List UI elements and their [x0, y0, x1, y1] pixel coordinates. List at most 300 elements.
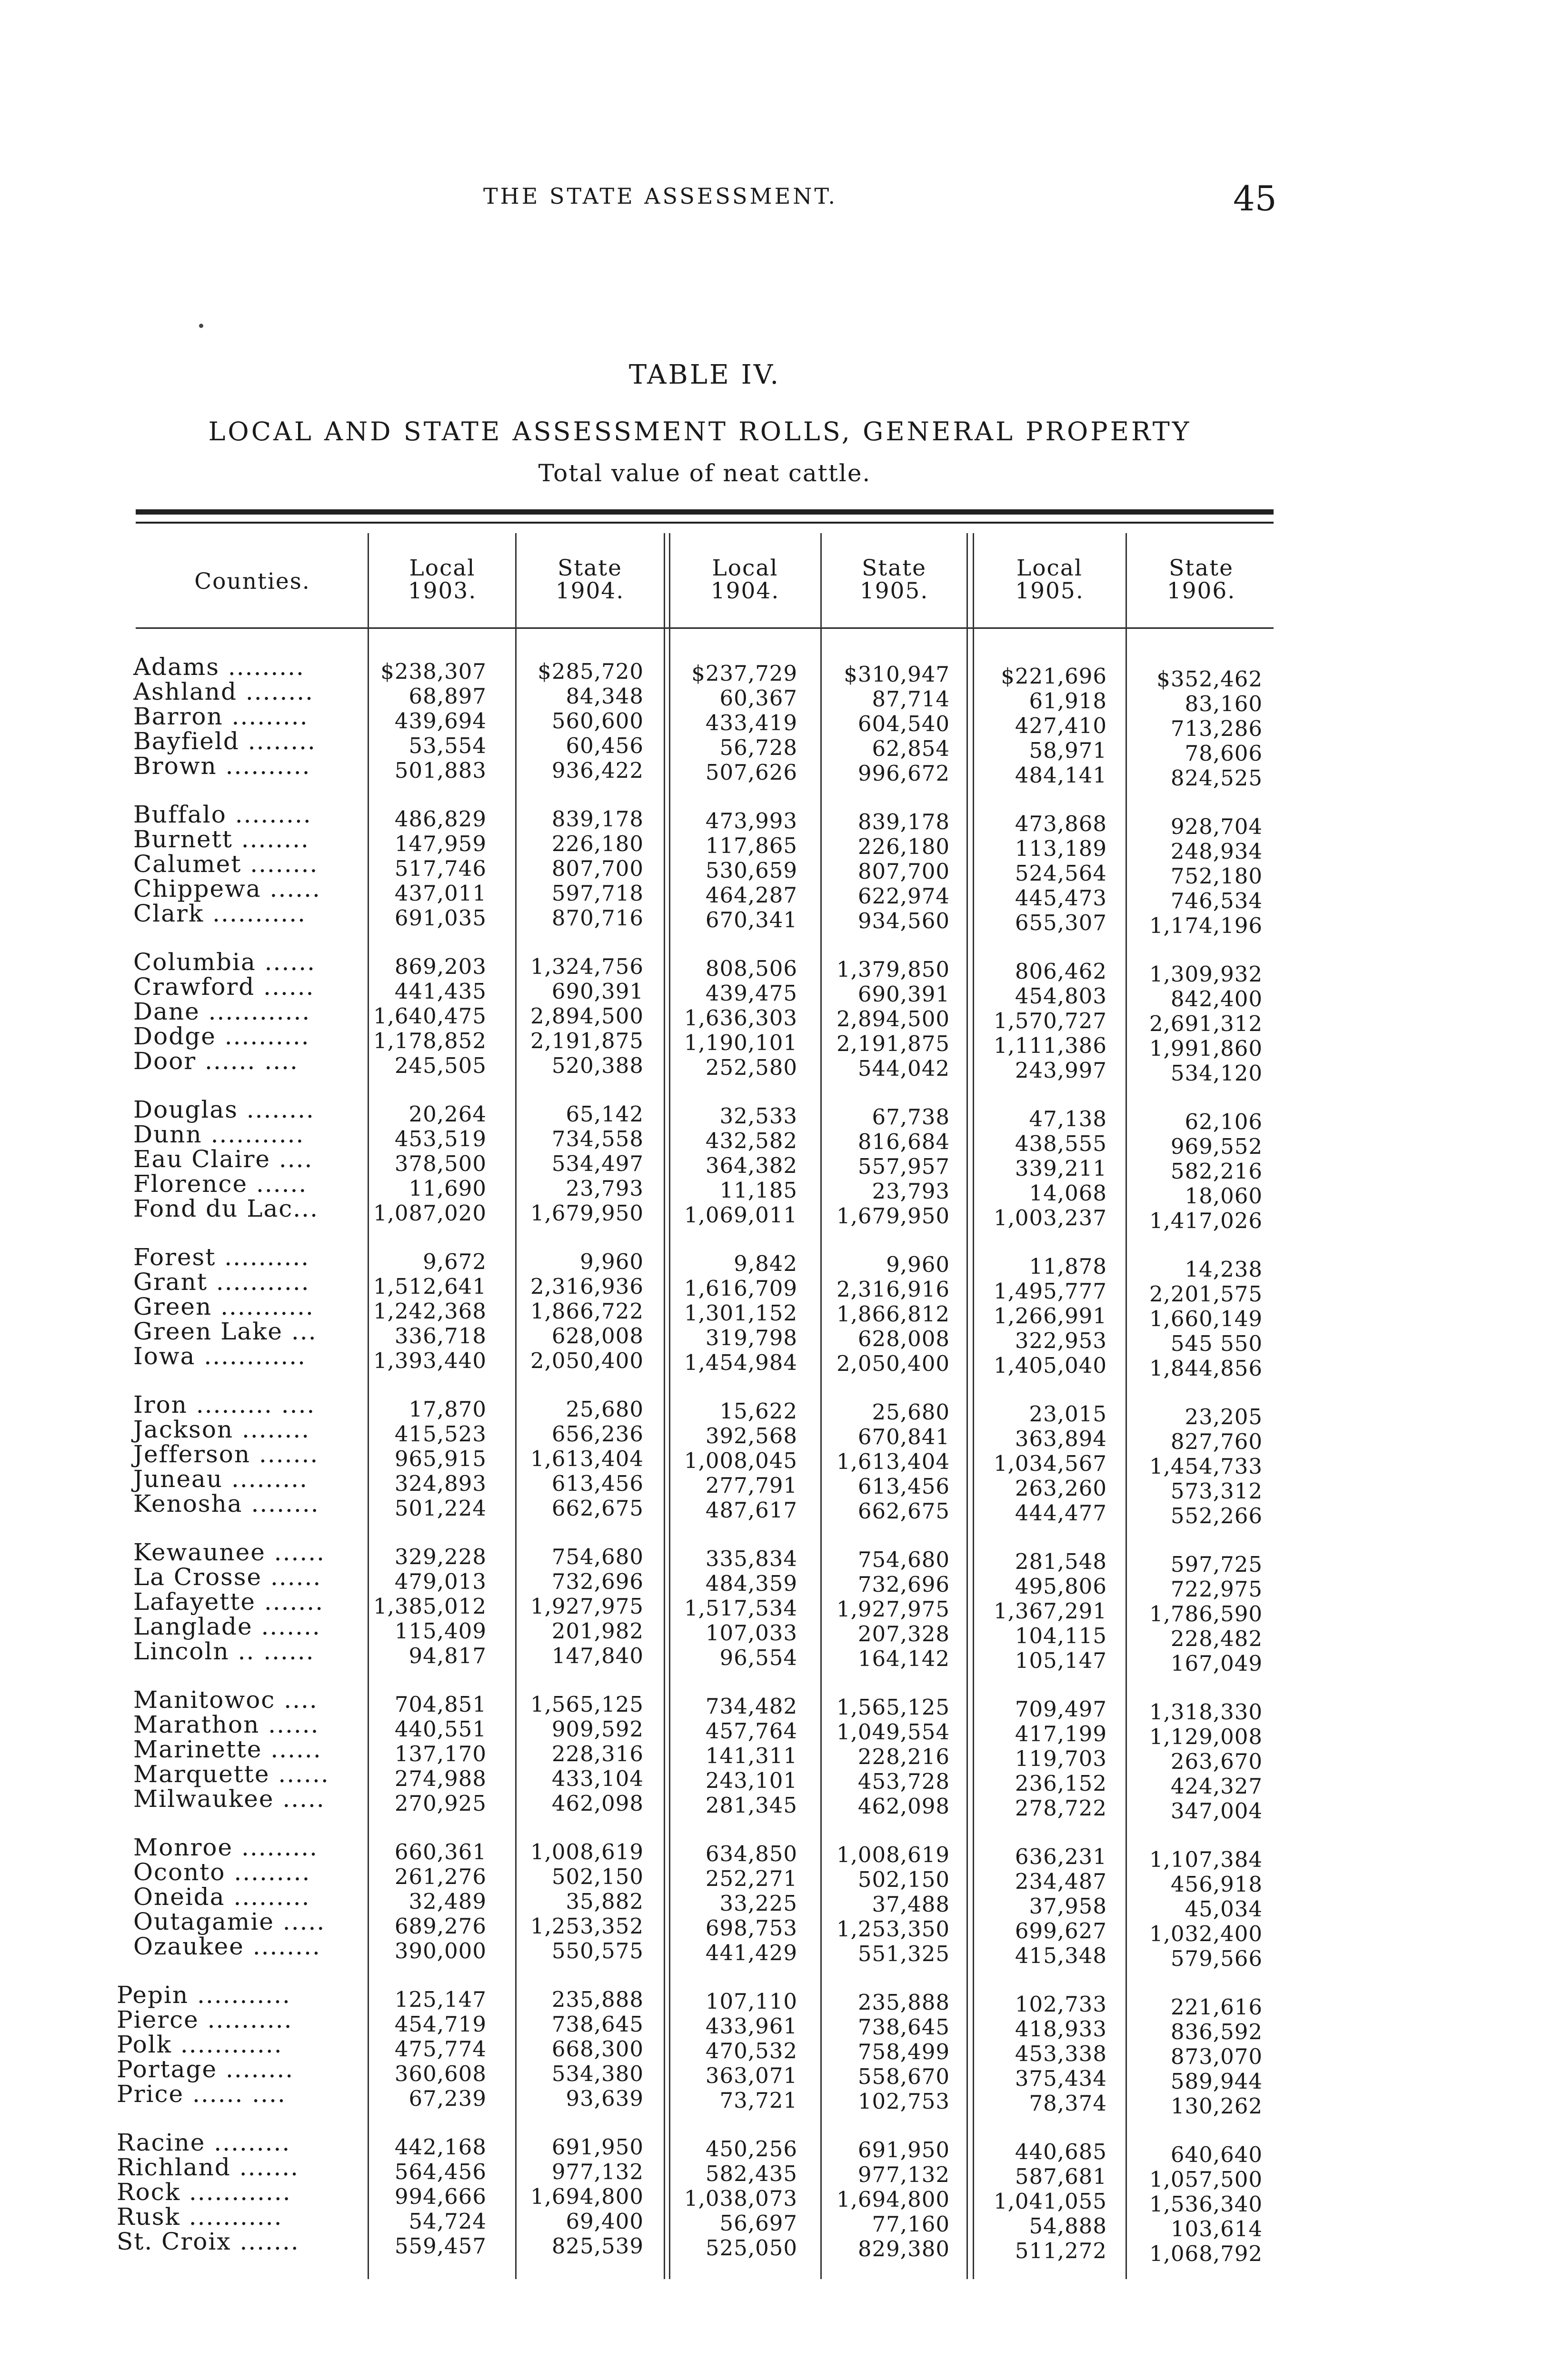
local-1903-cell: 479,013: [394, 1569, 487, 1594]
column-header-state-1904: [517, 557, 663, 603]
state-1906-cell: 534,120: [1170, 1061, 1263, 1086]
local-1903-cell: 378,500: [394, 1151, 487, 1176]
county-name: Langlade .......: [133, 1613, 321, 1640]
state-1905-cell: 604,540: [857, 711, 950, 736]
local-1905-cell: 453,338: [1015, 2041, 1107, 2066]
state-1904-cell: 2,316,936: [530, 1274, 644, 1299]
local-1905-cell: 61,918: [1029, 688, 1107, 714]
state-1906-cell: 2,691,312: [1149, 1011, 1263, 1036]
state-1905-cell: 807,700: [857, 859, 950, 884]
state-1906-cell: 827,760: [1170, 1429, 1263, 1454]
county-name: Adams .........: [133, 653, 305, 681]
state-1904-cell: 1,253,352: [530, 1914, 644, 1939]
state-1906-cell: 873,070: [1170, 2044, 1263, 2069]
local-1904-cell: 464,287: [705, 883, 797, 908]
local-1904-cell: 439,475: [705, 981, 797, 1006]
state-1905-cell: 977,132: [857, 2162, 950, 2187]
county-name: St. Croix .......: [117, 2228, 299, 2255]
county-name: Manitowoc ....: [133, 1686, 318, 1714]
state-1905-cell: 1,613,404: [836, 1449, 950, 1474]
county-name: Dodge ..........: [133, 1022, 310, 1050]
local-1905-cell: 415,348: [1015, 1943, 1107, 1968]
local-1903-cell: 442,168: [394, 2134, 487, 2160]
local-1904-cell: 670,341: [705, 907, 797, 932]
state-1905-cell: 662,675: [857, 1498, 950, 1524]
local-1904-cell: 808,506: [705, 956, 797, 981]
column-divider: [368, 533, 369, 2279]
local-1904-cell: 698,753: [705, 1915, 797, 1941]
county-name: Iowa ............: [133, 1342, 307, 1370]
local-1904-cell: 33,225: [719, 1891, 797, 1916]
state-1906-cell: 928,704: [1170, 814, 1263, 839]
local-1905-cell: 444,477: [1015, 1500, 1107, 1526]
table-subtitle: LOCAL AND STATE ASSESSMENT ROLLS, GENERAL PROPERTY: [208, 416, 1192, 446]
state-1904-cell: 147,840: [551, 1643, 644, 1668]
local-1904-cell: 582,435: [705, 2161, 797, 2186]
state-1904-cell: 84,348: [566, 684, 644, 709]
county-name: Iron ......... ....: [133, 1391, 316, 1418]
local-1903-cell: 329,228: [394, 1544, 487, 1569]
column-header-year: 1905.: [859, 578, 929, 604]
state-1906-cell: 1,068,792: [1149, 2241, 1263, 2266]
state-1905-cell: 1,253,350: [836, 1916, 950, 1942]
state-1905-cell: 670,841: [857, 1424, 950, 1449]
local-1904-cell: 441,429: [705, 1940, 797, 1965]
column-header-kind: Local: [712, 555, 778, 581]
state-1906-cell: 640,640: [1170, 2142, 1263, 2167]
state-1905-cell: 690,391: [857, 982, 950, 1007]
local-1905-cell: 655,307: [1015, 910, 1107, 935]
local-1904-cell: 277,791: [705, 1473, 797, 1498]
state-1905-cell: 996,672: [857, 761, 950, 786]
local-1903-cell: 94,817: [408, 1643, 487, 1668]
county-name: Marquette ......: [133, 1760, 329, 1788]
local-1904-cell: 335,834: [705, 1546, 797, 1571]
county-name: Green ...........: [133, 1293, 314, 1320]
state-1905-cell: 87,714: [872, 686, 950, 712]
state-1905-cell: 62,854: [872, 736, 950, 761]
local-1904-cell: 525,050: [705, 2235, 797, 2261]
state-1905-cell: 816,684: [857, 1129, 950, 1154]
state-1904-cell: 2,050,400: [530, 1348, 644, 1373]
local-1903-cell: 439,694: [394, 708, 487, 734]
local-1905-cell: 58,971: [1029, 738, 1107, 763]
state-1905-cell: 235,888: [857, 1990, 950, 2015]
county-name: Rusk ...........: [117, 2203, 283, 2231]
county-name: Racine .........: [117, 2129, 291, 2156]
state-1906-cell: 18,060: [1185, 1183, 1263, 1209]
county-name: Columbia ......: [133, 948, 316, 976]
state-1906-cell: 130,262: [1170, 2093, 1263, 2119]
state-1904-cell: 1,679,950: [530, 1200, 644, 1226]
state-1905-cell: 2,894,500: [836, 1006, 950, 1031]
local-1904-cell: 107,110: [705, 1989, 797, 2014]
local-1903-cell: 68,897: [408, 684, 487, 709]
county-name: Marinette ......: [133, 1735, 322, 1763]
column-header-kind: Local: [409, 555, 476, 581]
local-1904-cell: 73,721: [719, 2088, 797, 2113]
county-name: La Crosse ......: [133, 1563, 322, 1591]
state-1905-cell: 544,042: [857, 1056, 950, 1081]
local-1905-cell: 281,548: [1015, 1549, 1107, 1574]
state-1906-cell: 752,180: [1170, 863, 1263, 889]
state-1906-cell: 456,918: [1170, 1872, 1263, 1897]
state-1904-cell: 520,388: [551, 1053, 644, 1078]
local-1904-cell: 1,616,709: [684, 1276, 797, 1301]
local-1905-cell: 524,564: [1015, 861, 1107, 886]
state-1905-cell: 732,696: [857, 1572, 950, 1597]
state-1906-cell: 1,536,340: [1149, 2192, 1263, 2217]
state-1904-cell: 235,888: [551, 1987, 644, 2012]
state-1906-cell: 1,174,196: [1149, 913, 1263, 938]
local-1903-cell: 1,178,852: [373, 1028, 487, 1053]
state-1904-cell: 656,236: [551, 1421, 644, 1447]
state-1906-cell: 573,312: [1170, 1478, 1263, 1504]
local-1904-cell: 363,071: [705, 2063, 797, 2088]
state-1905-cell: 25,680: [872, 1399, 950, 1425]
state-1904-cell: 226,180: [551, 831, 644, 856]
local-1903-cell: 390,000: [394, 1938, 487, 1964]
state-1906-cell: 228,482: [1170, 1626, 1263, 1651]
page-number: 45: [1233, 178, 1277, 218]
column-header-counties-label: Counties.: [194, 568, 310, 595]
county-name: Oneida .........: [133, 1883, 310, 1911]
local-1903-cell: 137,170: [394, 1741, 487, 1766]
local-1903-cell: 32,489: [408, 1889, 487, 1914]
state-1906-cell: 552,266: [1170, 1503, 1263, 1528]
local-1904-cell: 473,993: [705, 808, 797, 833]
local-1903-cell: 660,361: [394, 1839, 487, 1864]
local-1903-cell: 869,203: [394, 954, 487, 979]
state-1904-cell: 613,456: [551, 1471, 644, 1496]
state-1905-cell: 502,150: [857, 1867, 950, 1892]
local-1903-cell: 440,551: [394, 1716, 487, 1742]
county-name: Barron .........: [133, 703, 309, 730]
county-name: Dunn ...........: [133, 1121, 305, 1148]
column-header-local-1905: [975, 557, 1125, 603]
local-1903-cell: 441,435: [394, 979, 487, 1004]
state-1906-cell: 1,991,860: [1149, 1036, 1263, 1061]
county-name: Door ...... ....: [133, 1047, 299, 1075]
state-1906-cell: 1,844,856: [1149, 1356, 1263, 1381]
local-1903-cell: 559,457: [394, 2233, 487, 2259]
county-name: Rock ............: [117, 2178, 291, 2206]
local-1904-cell: 117,865: [705, 833, 797, 858]
local-1903-cell: 115,409: [394, 1618, 487, 1644]
state-1905-cell: 558,670: [857, 2064, 950, 2089]
local-1903-cell: 454,719: [394, 2012, 487, 2037]
local-1904-cell: 457,764: [705, 1718, 797, 1744]
state-1904-cell: 628,008: [551, 1323, 644, 1349]
table-top-rule-thin: [136, 522, 1274, 524]
state-1904-cell: 936,422: [551, 758, 644, 783]
state-1904-cell: $285,720: [538, 659, 644, 684]
local-1903-cell: 501,224: [394, 1496, 487, 1521]
local-1905-cell: $221,696: [1001, 664, 1107, 689]
local-1904-cell: 433,419: [705, 710, 797, 735]
state-1904-cell: 691,950: [551, 2134, 644, 2160]
local-1904-cell: 432,582: [705, 1128, 797, 1153]
state-1905-cell: 1,049,554: [836, 1719, 950, 1745]
state-1906-cell: 722,975: [1170, 1577, 1263, 1602]
state-1906-cell: 969,552: [1170, 1134, 1263, 1159]
county-name: Jefferson .......: [133, 1440, 319, 1468]
state-1904-cell: 433,104: [551, 1766, 644, 1791]
state-1904-cell: 1,008,619: [530, 1839, 644, 1864]
local-1904-cell: 252,271: [705, 1866, 797, 1891]
column-header-kind: State: [1169, 555, 1234, 581]
county-name: Pierce ..........: [117, 2006, 293, 2033]
local-1904-cell: 507,626: [705, 760, 797, 785]
state-1905-cell: 1,927,975: [836, 1597, 950, 1622]
county-name: Jackson ........: [133, 1416, 310, 1443]
local-1904-cell: 530,659: [705, 858, 797, 883]
county-name: Oconto .........: [133, 1858, 311, 1886]
state-1904-cell: 1,694,800: [530, 2184, 644, 2209]
local-1905-cell: 243,997: [1015, 1058, 1107, 1083]
state-1904-cell: 825,539: [551, 2233, 644, 2259]
state-1905-cell: 2,191,875: [836, 1031, 950, 1056]
local-1903-cell: 453,519: [394, 1126, 487, 1151]
local-1904-cell: $237,729: [691, 661, 797, 686]
state-1905-cell: 738,645: [857, 2014, 950, 2040]
local-1904-cell: 60,367: [719, 685, 797, 711]
local-1905-cell: 37,958: [1029, 1894, 1107, 1919]
local-1905-cell: 636,231: [1015, 1844, 1107, 1869]
state-1906-cell: 824,525: [1170, 765, 1263, 791]
local-1904-cell: 1,038,073: [684, 2186, 797, 2211]
table-top-rule-thick: [136, 509, 1274, 515]
local-1904-cell: 1,008,045: [684, 1448, 797, 1473]
county-name: Price ...... ....: [117, 2080, 286, 2108]
county-name: Juneau .........: [133, 1465, 308, 1493]
table-header-rule: [136, 627, 1274, 629]
local-1905-cell: 699,627: [1015, 1918, 1107, 1944]
state-1904-cell: 23,793: [566, 1176, 644, 1201]
local-1903-cell: 53,554: [408, 733, 487, 758]
state-1904-cell: 738,645: [551, 2012, 644, 2037]
local-1905-cell: 1,570,727: [993, 1008, 1107, 1033]
state-1905-cell: 228,216: [857, 1744, 950, 1769]
local-1904-cell: 141,311: [705, 1743, 797, 1768]
local-1904-cell: 243,101: [705, 1768, 797, 1793]
state-1904-cell: 597,718: [551, 881, 644, 906]
column-divider: [664, 533, 665, 2279]
local-1905-cell: 511,272: [1015, 2238, 1107, 2263]
county-name: Ozaukee ........: [133, 1933, 321, 1960]
state-1904-cell: 839,178: [551, 806, 644, 832]
local-1904-cell: 107,033: [705, 1620, 797, 1646]
local-1904-cell: 1,301,152: [684, 1300, 797, 1326]
column-header-kind: Local: [1016, 555, 1083, 581]
state-1904-cell: 754,680: [551, 1544, 644, 1569]
state-1905-cell: 934,560: [857, 908, 950, 933]
county-name: Lincoln .. ......: [133, 1637, 315, 1665]
state-1906-cell: 579,566: [1170, 1946, 1263, 1971]
state-1905-cell: 754,680: [857, 1547, 950, 1572]
county-name: Crawford ......: [133, 973, 315, 1001]
state-1905-cell: 839,178: [857, 809, 950, 834]
column-divider: [973, 533, 974, 2279]
county-name: Ashland ........: [133, 678, 314, 705]
local-1905-cell: 1,034,567: [993, 1451, 1107, 1476]
column-header-year: 1906.: [1166, 578, 1236, 604]
local-1903-cell: 486,829: [394, 806, 487, 832]
local-1905-cell: 113,189: [1015, 836, 1107, 861]
state-1904-cell: 909,592: [551, 1716, 644, 1742]
column-header-kind: State: [558, 555, 622, 581]
local-1905-cell: 11,878: [1029, 1254, 1107, 1279]
state-1905-cell: 1,694,800: [836, 2187, 950, 2212]
state-1906-cell: 1,057,500: [1149, 2167, 1263, 2192]
local-1905-cell: 102,733: [1015, 1992, 1107, 2017]
local-1903-cell: 17,870: [408, 1397, 487, 1422]
column-header-year: 1904.: [555, 578, 625, 604]
county-name: Bayfield ........: [133, 727, 316, 755]
local-1903-cell: 415,523: [394, 1421, 487, 1447]
local-1905-cell: 1,367,291: [993, 1598, 1107, 1624]
state-1906-cell: 1,129,008: [1149, 1724, 1263, 1749]
local-1903-cell: 54,724: [408, 2209, 487, 2234]
state-1905-cell: 1,379,850: [836, 957, 950, 982]
local-1903-cell: 691,035: [394, 905, 487, 931]
local-1903-cell: 965,915: [394, 1446, 487, 1471]
county-name: Eau Claire ....: [133, 1145, 313, 1173]
state-1905-cell: 67,738: [872, 1104, 950, 1130]
state-1905-cell: 829,380: [857, 2236, 950, 2261]
local-1904-cell: 364,382: [705, 1153, 797, 1178]
state-1905-cell: 462,098: [857, 1794, 950, 1819]
local-1905-cell: 54,888: [1029, 2213, 1107, 2239]
column-header-year: 1904.: [710, 578, 780, 604]
state-1906-cell: 597,725: [1170, 1552, 1263, 1577]
local-1905-cell: 339,211: [1015, 1156, 1107, 1181]
county-name: Chippewa ......: [133, 875, 321, 902]
county-name: Calumet ........: [133, 850, 319, 878]
state-1906-cell: 103,614: [1170, 2216, 1263, 2241]
column-header-state-1905: [822, 557, 966, 603]
county-name: Dane ............: [133, 998, 311, 1025]
local-1904-cell: 484,359: [705, 1571, 797, 1596]
local-1903-cell: 501,883: [394, 758, 487, 783]
state-1905-cell: 2,316,916: [836, 1277, 950, 1302]
state-1905-cell: 453,728: [857, 1769, 950, 1794]
local-1905-cell: 440,685: [1015, 2139, 1107, 2164]
column-header-state-1906: [1127, 557, 1275, 603]
local-1905-cell: 375,434: [1015, 2066, 1107, 2091]
county-name: Grant ...........: [133, 1268, 310, 1296]
local-1904-cell: 319,798: [705, 1325, 797, 1350]
local-1905-cell: 78,374: [1029, 2091, 1107, 2116]
county-name: Richland .......: [117, 2153, 299, 2181]
state-1905-cell: 691,950: [857, 2137, 950, 2162]
state-1906-cell: 14,238: [1185, 1257, 1263, 1282]
local-1904-cell: 487,617: [705, 1497, 797, 1523]
state-1906-cell: 23,205: [1185, 1404, 1263, 1429]
local-1904-cell: 450,256: [705, 2136, 797, 2162]
state-1904-cell: 668,300: [551, 2036, 644, 2062]
local-1905-cell: 236,152: [1015, 1771, 1107, 1796]
local-1905-cell: 445,473: [1015, 885, 1107, 911]
state-1904-cell: 25,680: [566, 1397, 644, 1422]
local-1905-cell: 417,199: [1015, 1721, 1107, 1746]
local-1903-cell: 1,087,020: [373, 1200, 487, 1226]
state-1906-cell: 842,400: [1170, 986, 1263, 1012]
local-1905-cell: 495,806: [1015, 1574, 1107, 1599]
state-1906-cell: 1,454,733: [1149, 1454, 1263, 1479]
local-1905-cell: 454,803: [1015, 983, 1107, 1009]
state-1904-cell: 560,600: [551, 708, 644, 734]
local-1903-cell: 9,672: [423, 1249, 487, 1274]
table-title: TABLE IV.: [628, 359, 781, 390]
state-1905-cell: 758,499: [857, 2039, 950, 2064]
state-1904-cell: 1,613,404: [530, 1446, 644, 1471]
local-1905-cell: 1,495,777: [993, 1279, 1107, 1304]
state-1906-cell: 347,004: [1170, 1798, 1263, 1824]
state-1904-cell: 732,696: [551, 1569, 644, 1594]
state-1906-cell: 1,417,026: [1149, 1208, 1263, 1233]
local-1903-cell: 1,512,641: [373, 1274, 487, 1299]
state-1906-cell: 1,318,330: [1149, 1699, 1263, 1725]
local-1904-cell: 56,728: [719, 735, 797, 760]
local-1905-cell: 587,681: [1015, 2164, 1107, 2189]
state-1904-cell: 35,882: [566, 1889, 644, 1914]
county-name: Florence ......: [133, 1170, 308, 1198]
state-1905-cell: 1,565,125: [836, 1695, 950, 1720]
state-1904-cell: 502,150: [551, 1864, 644, 1889]
local-1903-cell: 1,242,368: [373, 1299, 487, 1324]
speck-mark: [199, 324, 203, 328]
local-1903-cell: 20,264: [408, 1101, 487, 1127]
county-name: Kenosha ........: [133, 1490, 319, 1517]
state-1906-cell: 545 550: [1170, 1331, 1263, 1356]
local-1903-cell: 11,690: [408, 1176, 487, 1201]
state-1905-cell: 226,180: [857, 834, 950, 859]
state-1904-cell: 2,191,875: [530, 1028, 644, 1053]
column-header-year: 1903.: [408, 578, 477, 604]
state-1906-cell: 1,107,384: [1149, 1847, 1263, 1872]
state-1906-cell: 78,606: [1185, 741, 1263, 766]
column-header-kind: State: [862, 555, 926, 581]
local-1905-cell: 484,141: [1015, 763, 1107, 788]
state-1904-cell: 550,575: [551, 1938, 644, 1964]
local-1905-cell: 263,260: [1015, 1476, 1107, 1501]
county-name: Brown ..........: [133, 752, 311, 780]
local-1905-cell: 1,111,386: [993, 1033, 1107, 1058]
state-1904-cell: 534,497: [551, 1151, 644, 1176]
state-1905-cell: 1,866,812: [836, 1301, 950, 1327]
state-1905-cell: 622,974: [857, 883, 950, 909]
column-divider: [1126, 533, 1127, 2279]
column-divider: [966, 533, 968, 2279]
county-name: Forest ..........: [133, 1243, 310, 1271]
local-1904-cell: 15,622: [719, 1398, 797, 1424]
local-1903-cell: 147,959: [394, 831, 487, 856]
county-name: Pepin ...........: [117, 1981, 291, 2009]
local-1903-cell: 437,011: [394, 881, 487, 906]
state-1904-cell: 1,927,975: [530, 1594, 644, 1619]
state-1905-cell: 23,793: [872, 1179, 950, 1204]
state-1904-cell: 977,132: [551, 2159, 644, 2184]
local-1903-cell: 994,666: [394, 2184, 487, 2209]
local-1903-cell: 1,385,012: [373, 1594, 487, 1619]
local-1904-cell: 11,185: [719, 1178, 797, 1203]
county-name: Outagamie .....: [133, 1908, 326, 1935]
state-1905-cell: 551,325: [857, 1941, 950, 1966]
local-1904-cell: 392,568: [705, 1423, 797, 1448]
state-1905-cell: 9,960: [886, 1252, 950, 1277]
county-name: Green Lake ...: [133, 1318, 317, 1345]
